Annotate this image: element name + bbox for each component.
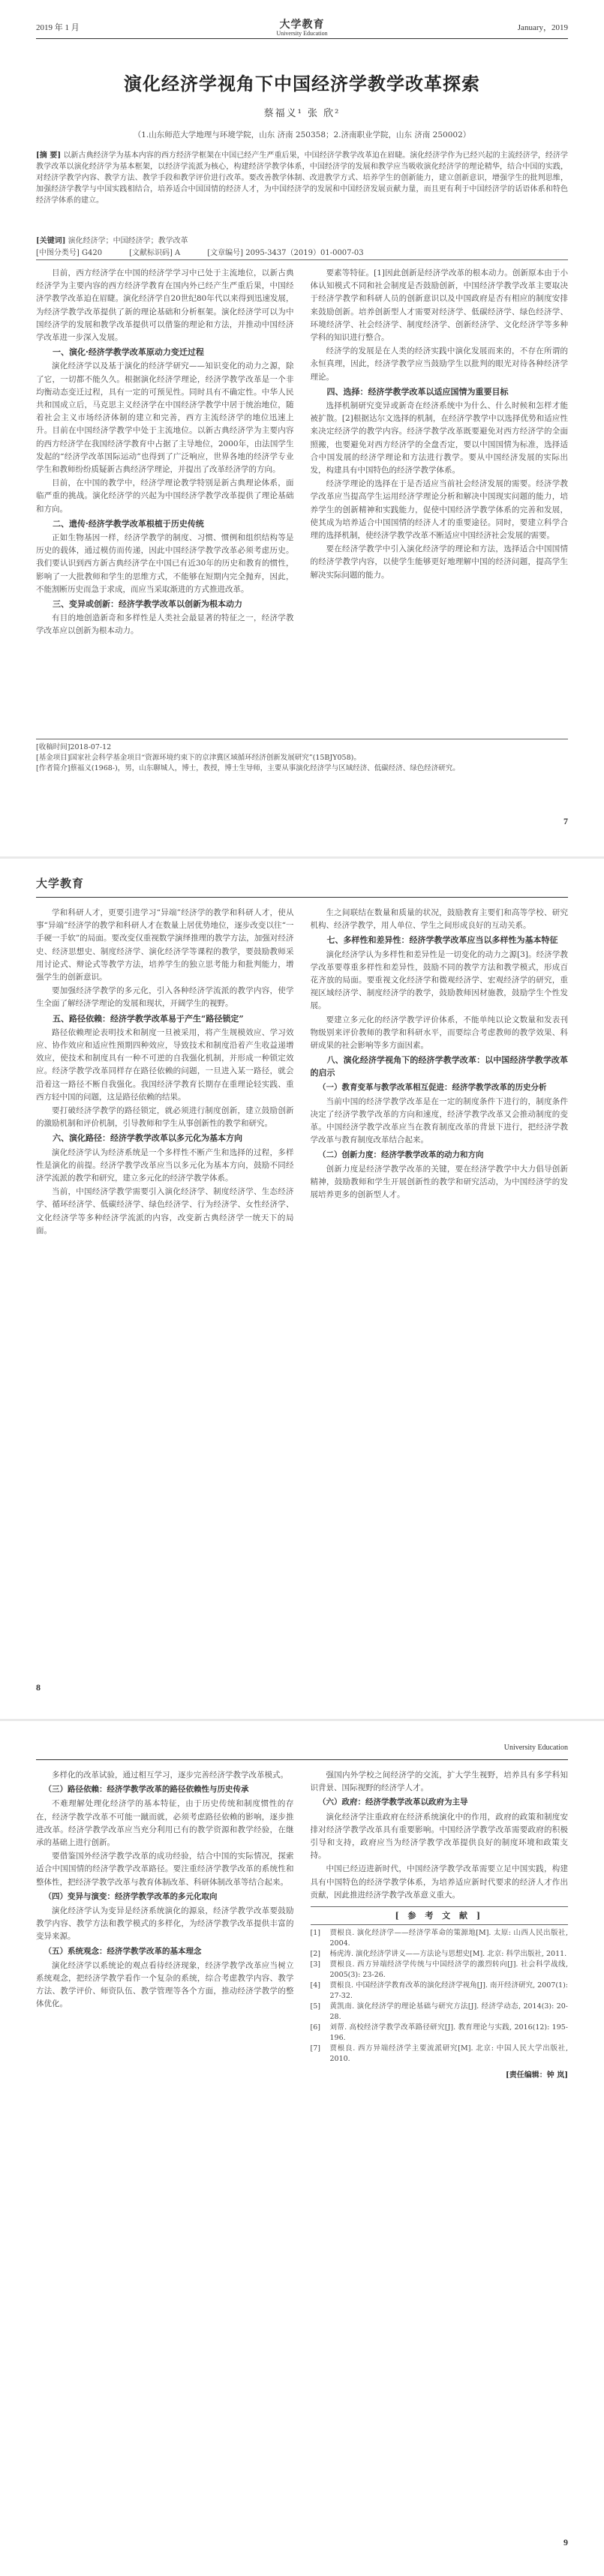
reference-number: [5] [310, 2002, 320, 2011]
paragraph: 演化经济学认为多样性和差异性是一切变化的动力之源[3]。经济学教学改革要尊重多样性和差异性，鼓励不同的教学方法和教学模式，形成百花齐放的局面。要重视文化经济学和微观经济学、宏观经济学的研究，重视区域经济学、制度经济学的教学，鼓励教师因材施教，鼓励学生个性发展。 [310, 949, 568, 1011]
reference-text: 贾根良. 中国经济学教育改革的演化经济学视角[J]. 南开经济研究, 2007(1): 27-32. [329, 1981, 568, 2001]
paragraph: 演化经济学以系统论的观点看待经济现象，经济学教学改革应当树立系统观念，把经济学教学看作一个复杂的系统，综合考虑教学内容、教学方法、教学评价、师资队伍、教学管理等各个方面，推动经济学教学的整体优化。 [36, 1960, 294, 2009]
paragraph: 有目的地创造新奇和多样性是人类社会最显著的特征之一，经济学教学改革应以创新为根本动力。 [36, 613, 294, 636]
journal-masthead [36, 16, 568, 37]
column-left [36, 1769, 294, 2527]
editor-credit: [责任编辑：钟 岚] [506, 2071, 568, 2080]
section-heading: 四、选择：经济学教学改革以适应国情为重要目标 [326, 386, 509, 397]
divider [36, 259, 568, 260]
reference-number: [4] [310, 1981, 320, 1990]
paragraph: 生之间联结在数量和质量的状况，鼓励教育主要们和高等学校、研究机构、经济学教学，用人单位、学生之间形成良好的互动关系。 [310, 908, 568, 931]
footnote [36, 739, 568, 774]
reference-text: 贾根良. 演化经济学——经济学革命的策源地[M]. 太原: 山西人民出版社, 2004. [329, 1929, 568, 1948]
paragraph: 要在经济学教学中引入演化经济学的理论和方法，选择适合中国国情的经济学教学内容，以使学生能够更好地理解中国的经济问题，提高学生解决实际问题的能力。 [310, 544, 568, 580]
paragraph: 当前，中国经济学教学需要引入演化经济学、制度经济学、生态经济学、循环经济学、低碳经济学、绿色经济学、行为经济学、女性经济学、文化经济学等多种经济学流派的内容，改变新古典经济学一统天下的局面。 [36, 1187, 294, 1235]
keywords [36, 234, 568, 245]
page-2 [0, 859, 604, 1721]
reference-item [311, 2023, 569, 2044]
abstract-label: [摘 要] [36, 151, 62, 160]
section-heading: 八、演化经济学视角下的经济学教学改革：以中国经济学教学改革的启示 [310, 1055, 568, 1078]
section-heading: 二、遗传·经济学教学改革根植于历史传统 [53, 518, 204, 529]
keywords-label: [关键词] [36, 237, 66, 245]
journal-logo: 大学教育 [36, 877, 85, 890]
author-bio: [作者简介]蔡福义(1968-)，男，山东聊城人，博士，教授，博士生导师，主要从事演化经济学与区域经济、低碳经济、绿色经济研究。 [36, 764, 460, 772]
reference-number: [7] [310, 2044, 320, 2053]
page-1 [0, 0, 604, 859]
paragraph: 正如生物基因一样，经济学教学的制度、习惯、惯例和组织结构等是历史的载体，通过模仿而传递，因此中国经济学教学改革必须考虑历史。我们要认识到西方新古典经济学在中国已有近30年的历史和教育的惯性，影响了一大批教师和学生的思维方式，不能够在短期内完全抛弃，因此，不能割断历史而急于求成，而应当采取渐进的方式推进改革。 [36, 533, 294, 594]
keywords-text: 演化经济学；中国经济学；教学改革 [68, 237, 188, 245]
paragraph: 演化经济学认为经济系统是一个多样性不断产生和选择的过程，多样性是演化的前提。经济学教学改革应当以多元化为基本方向，鼓励不同经济学流派的教学和研究，建立多元化的经济学教学体系。 [36, 1147, 294, 1183]
page-header [36, 16, 568, 39]
references-list [311, 1928, 569, 2065]
paragraph: 要素等特征。[1]因此创新是经济学改革的根本动力。创新原本由于小体认知模式不同和社会制度是否鼓励创新，中国经济学教学改革主要取决于经济学教学和科研人员的创新意识以及中国政府是否有相应的制度安排来鼓励创新。培养创新型人才需要对经济学、低碳经济学、绿色经济学、环境经济学、社会经济学、制度经济学、创新经济学、文化经济学等多种学科的知识进行整合。 [310, 268, 568, 343]
section-heading: 一、演化·经济学教学改革原动力变迁过程 [53, 347, 204, 358]
page-header [36, 1738, 568, 1760]
section-heading: 五、路径依赖：经济学教学改革易于产生“路径锁定” [53, 1013, 244, 1024]
column-right [311, 907, 569, 1664]
paragraph: 选择机制研究变异或新奇在经济系统中为什么、什么时候和怎样才能被扩散。[2]根据达尔文选择的机制，在经济学教学中以选择优势和适应性来决定经济学的教学内容。经济学教学改革既要避免对西方经济学的全面照搬，也要避免对西方经济学的全盘否定，要以中国国情为标准，选择适合中国发展的经济学理论和方法进行教学。要从中国经济发展的实际出发，构建具有中国特色的经济学教学体系。 [310, 401, 568, 475]
body-columns [36, 907, 568, 1664]
section-heading: （一）教育变革与教学改革相互促进：经济学教学改革的历史分析 [318, 1082, 547, 1092]
paragraph: 要打破经济学教学的路径锁定，就必须进行制度创新，建立鼓励创新的激励机制和评价机制，引导教师和学生从事创新性的教学和研究。 [36, 1106, 294, 1129]
reference-item [311, 2044, 569, 2065]
reference-text: 贾根良. 西方异端经济学主要流派研究[M]. 北京: 中国人民大学出版社, 2010. [329, 2044, 568, 2064]
paragraph: 经济学理论的选择在于是否适应当前社会经济发展的需要。经济学教学改革应当提高学生运用经济学理论分析和解决中国现实问题的能力，培养学生的创新精神和实践能力，促使中国经济学教学体系的完善和发展，使其成为培养适合中国国情的经济人才的重要途径。同时，要建立科学合理的选择机制，使经济学教学改革不断适应中国经济社会发展的需要。 [310, 479, 568, 541]
paragraph: 强国内外学校之间经济学的交流，扩大学生视野，培养具有多学科知识背景、国际视野的经济学人才。 [310, 1771, 568, 1793]
reference-text: 杨虎涛. 演化经济学讲义——方法论与思想史[M]. 北京: 科学出版社, 2011. [329, 1950, 567, 1959]
reference-text: 刘帮. 高校经济学教学改革路径研究[J]. 教育理论与实践, 2016(12): 195-196. [329, 2023, 568, 2043]
reference-text: 贾根良. 西方异端经济学传统与中国经济学的激烈转向[J]. 社会科学战线, 2005(3): 23-26. [329, 1960, 568, 1980]
section-heading: 七、多样性和差异性：经济学教学改革应当以多样性为基本特征 [326, 935, 558, 946]
column-right [311, 267, 569, 724]
paragraph: 经济学的发展是在人类的经济实践中演化发展而来的，不存在所谓的永恒真理，因此，经济学教学应当鼓励学生以批判的眼光对待各种经济学理论。 [310, 346, 568, 382]
article-title: 演化经济学视角下中国经济学教学改革探索 [124, 73, 480, 94]
section-heading: （四）变异与演变：经济学教学改革的多元化取向 [44, 1891, 218, 1901]
reference-number: [2] [310, 1950, 320, 1959]
section-heading: （五）系统观念：经济学教学改革的基本理念 [44, 1946, 202, 1956]
paragraph: 演化经济学注重政府在经济系统演化中的作用，政府的政策和制度安排对经济学教学改革具有重要影响。中国经济学教学改革需要政府的积极引导和支持，政府应当为经济学教学改革提供良好的制度环境和政策支持。 [310, 1812, 568, 1861]
reference-item [311, 1981, 569, 2002]
body-columns [36, 1769, 568, 2527]
paragraph: 当前中国的经济学教学改革是在一定的制度条件下进行的，制度条件决定了经济学教学改革的方向和速度，经济学教学改革又会推动制度的变革。中国经济学教学改革应当在教育制度改革的背景下进行，把经济学教学改革与教育制度改革结合起来。 [310, 1096, 568, 1145]
clc-number: [中图分类号] G420 [36, 249, 103, 257]
body-columns [36, 267, 568, 724]
reference-text: 黄凯南. 演化经济学的理论基础与研究方法[J]. 经济学动态, 2014(3): 20-28. [329, 2002, 568, 2022]
paragraph: 要建立多元化的经济学教学评价体系，不能单纯以论文数量和发表刊物级别来评价教师的教学和科研水平，而要综合考虑教师的教学效果、科研成果的社会影响等多方面因素。 [310, 1015, 568, 1051]
page-header [36, 875, 568, 898]
column-left [36, 907, 294, 1664]
paragraph: 不难理解处理化经济学的基本特征，由于历史传统和制度惯性的存在，经济学教学改革不可能一蹴而就，必须考虑路径依赖的影响，逐步推进改革。经济学教学改革应当充分利用已有的教学资源和教学经验，在继承的基础上进行创新。 [36, 1799, 294, 1848]
paragraph: 目前，西方经济学在中国的经济学学习中已处于主流地位，以新古典经济学为主要内容的西方经济学教育在国内外已经产生严重后果，中国经济学教学改革迫在眉睫。演化经济学自20世纪80年代以来得到迅速发展，为经济学教学改革提供了新的理论基础和分析框架。演化经济学可以为中国经济学的发展和教学改革提供可以借鉴的理论和方法，并推动中国经济学改革进一步深入发展。 [36, 268, 294, 343]
doc-code: [文献标识码] A [129, 249, 181, 257]
reference-number: [1] [310, 1929, 320, 1938]
journal-title-cn: 大学教育 [279, 19, 325, 31]
section-heading: （二）创新力度：经济学教学改革的动力和方向 [318, 1150, 484, 1159]
paragraph: 中国已经迈进新时代，中国经济学教学改革需要立足中国实践，构建具有中国特色的经济学教学体系，为培养适应新时代要求的经济人才作出贡献，因此推进经济学教学改革意义重大。 [310, 1864, 568, 1900]
reference-number: [3] [310, 1960, 320, 1969]
reference-item [311, 1960, 569, 1981]
page-number: 8 [36, 1682, 41, 1693]
header-date-en: January，2019 [517, 23, 568, 32]
classification-line [36, 246, 568, 257]
article-authors: 蔡福义¹ 张 欣² [263, 108, 341, 119]
page-3 [0, 1721, 604, 2576]
reference-number: [6] [310, 2023, 320, 2032]
section-heading: （三）路径依赖：经济学教学改革的路径依赖性与历史传承 [44, 1785, 249, 1795]
journal-title-en: University Education [503, 1744, 568, 1752]
abstract-text: 以新古典经济学为基本内容的西方经济学框架在中国已经产生严重后果，中国经济学教学改革迫在眉睫。演化经济学作为已经兴起的主流经济学，经济学教学改革以演化经济学为基本框架，以经济学流派为核心，构建经济学教学体系，中国经济学的发展和教学应当吸收演化经济学的理论精华，结合中国的实践，对经济学教学内容、教学方法、教学手段和教学评价进行改革。要改善教学体制、改进教学方式、培养学生的创新能力，建立创新意识，增强学生的批判思维，加强经济学教学与中国实践相结合，培养适合中国国情的经济人才，为中国经济学的发展和中国经济发展贡献力量，而且更有利于中国经济学的话语体系和特色经济学体系的建立。 [36, 151, 569, 205]
reference-item [311, 1928, 569, 1949]
paragraph: 演化经济学以及基于演化的经济学研究——知识变化的动力之源，除了它，一切都不能久久。根据演化经济学理论，经济学教学改革是一个非均衡动态变迁过程，具有一定的可预见性。同时具有不确定性。中华人民共和国成立后，马克思主义经济学在中国经济学教学中居于统治地位，随着社会主义市场经济体制的建立和完善，西方主流经济学的地位迅速上升。目前在中国经济学教学中处于主流地位。以新古典经济学为主要内容的西方经济学在我国经济学教育中占据了主导地位，2000年，由法国学生发起的“经济学改革国际运动”也得到了广泛响应，世界各地的经济学专业学生和教师纷纷质疑新古典经济学理论，并提出了改革经济学的方向。 [36, 361, 294, 475]
section-heading: 三、变异或创新：经济学教学改革以创新为根本动力 [53, 599, 242, 610]
author-affiliation: （1.山东师范大学地理与环境学院，山东 济南 250358；2.济南职业学院，山东 济南 250002） [133, 130, 471, 139]
article-number: [文章编号] 2095-3437（2019）01-0007-03 [207, 249, 364, 257]
reference-item [311, 1949, 569, 1960]
section-heading: （六）政府：经济学教学改革以政府为主导 [318, 1798, 468, 1807]
journal-title-en: University Education [276, 30, 328, 37]
paragraph: 路径依赖理论表明技术和制度一旦被采用，将产生规模效应、学习效应、协作效应和适应性预期四种效应，导致技术和制度沿着产生收益递增效应，使技术和制度具有一种不可逆的自我强化机制，并形成一种锁定效应。经济学教学改革同样存在路径依赖的问题，一旦进入某一路径，就会沿着这一路径不断自我强化。我国经济学教育长期存在重理论轻实践、重西方轻中国的问题，这是路径依赖的结果。 [36, 1027, 294, 1102]
header-date: 2019 年 1 月 [36, 23, 80, 32]
page-number: 9 [563, 2537, 568, 2548]
paragraph: 学和科研人才，更要引进学习“异端”经济学的教学和科研人才，使从事“异端”经济学的教学和科研人才在数量上居优势地位，逐步改变以往“一手硬一手软”的局面。要改变仅重视数学演绎推理的教学方法，加强对经济史、经济思想史、制度经济学、演化经济学等课程的教学，要鼓励教师采用讨论式、辩论式等教学方法，培养学生的独立思考能力和批判能力，增强学生的创新意识。 [36, 908, 294, 982]
column-right [311, 1769, 569, 2527]
paragraph: 要加强经济学教学的多元化，引入各种经济学流派的教学内容，使学生全面了解经济学理论的发展和现状，开阔学生的视野。 [36, 986, 294, 1009]
section-heading: 六、演化路径：经济学教学改革以多元化为基本方向 [53, 1133, 242, 1144]
abstract [36, 150, 568, 206]
reference-item [311, 2002, 569, 2023]
fund-info: [基金项目]国家社会科学基金项目“资源环境约束下的京津冀区域循环经济创新发展研究”(15BJY058)。 [36, 754, 361, 762]
right-body [311, 1769, 569, 1902]
paragraph: 演化经济学认为变异是经济系统演化的源泉，经济学教学改革要鼓励教学内容、教学方法和教学模式的多样化，为经济学教学改革提供丰富的变异来源。 [36, 1906, 294, 1942]
paragraph: 要借鉴国外经济学教学改革的成功经验，结合中国的实际情况，探索适合中国国情的经济学教学改革路径。要注重经济学教学改革的系统性和整体性，把经济学教学改革与教育体制改革、科研体制改革等结合起来。 [36, 1852, 294, 1887]
paragraph: 多样化的改革试验，通过相互学习，逐步完善经济学教学改革模式。 [52, 1771, 288, 1780]
page-number: 7 [563, 816, 568, 826]
paragraph: 创新力度是经济学教学改革的关键，要在经济学教学中大力倡导创新精神，鼓励教师和学生开展创新性的教学和研究活动，为中国经济学的发展培养更多的创新型人才。 [310, 1164, 568, 1200]
references-heading: [ 参 考 文 献 ] [311, 1906, 569, 1925]
column-left [36, 267, 294, 724]
paragraph: 目前，在中国的教学中，经济学理论教学特别是新古典理论体系，面临严重的挑战。演化经济学的兴起为中国经济学教学改革提供了理论基础和方向。 [36, 478, 294, 514]
received-date: [收稿时间]2018-07-12 [36, 743, 112, 751]
